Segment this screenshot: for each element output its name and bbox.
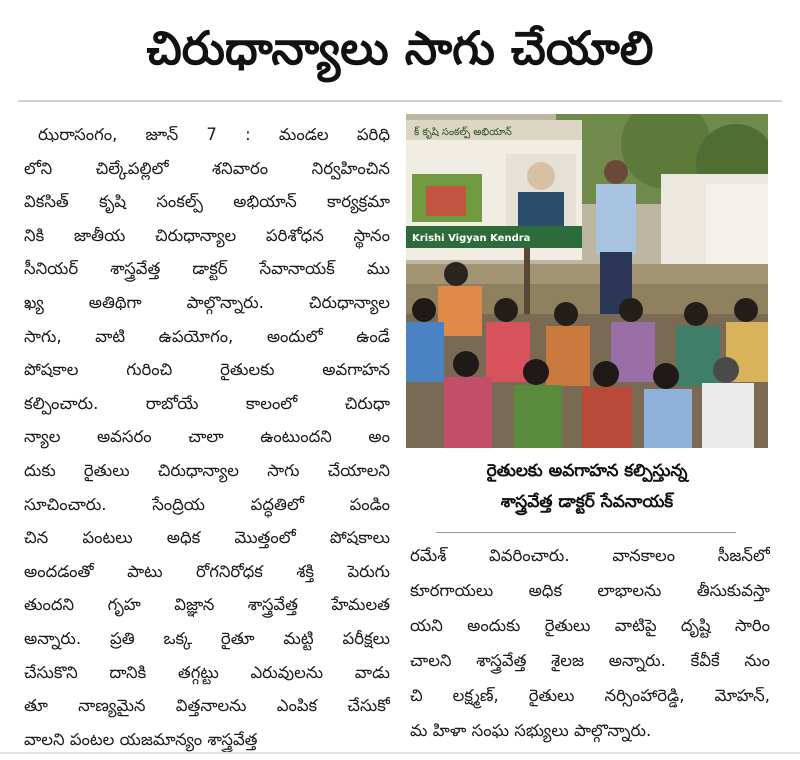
article-line: మ హిళా సంఘ సభ్యులు పాల్గొన్నారు.	[410, 721, 652, 740]
article-line: సూచించారు. సేంద్రియ పద్ధతిలో పండిం	[24, 494, 390, 514]
photo-caption	[406, 456, 768, 518]
article-line: దుకు రైతులు చిరుధాన్యాల సాగు చేయాలని	[24, 460, 390, 480]
article-line: చేసుకొని దానికి తగ్గట్టు ఎరువులను వాడు	[24, 662, 390, 682]
article-line: వికసిత్ కృషి సంకల్ప్ అభియాన్ కార్యక్రమా	[24, 192, 390, 212]
banner-top-text: క్ కృషి సంకల్ప్ అభియాన్	[414, 127, 512, 138]
article-line: నికి జాతీయ చిరుధాన్యాల పరిశోధన స్థానం	[24, 225, 390, 245]
article-line: చిన పంటలు అధిక మొత్తంలో పోషకాలు	[24, 528, 390, 548]
photo-illustration	[406, 114, 768, 448]
banner-label: Krishi Vigyan Kendra	[412, 233, 531, 244]
caption-line-2: శాస్త్రవేత్త డాక్టర్ సేవనాయక్	[500, 492, 674, 512]
headline-divider	[18, 100, 782, 102]
article-line: పోషకాల గురించి రైతులకు అవగాహన	[24, 360, 390, 380]
right-column	[410, 538, 770, 748]
article-line: సాగు, వాటి ఉపయోగం, అందులో ఉండే	[24, 326, 390, 346]
left-column	[24, 118, 390, 756]
caption-line-1: రైతులకు అవగాహన కల్పిస్తున్న	[486, 461, 688, 481]
article-line: అన్నారు. ప్రతి ఒక్క రైతూ మట్టి పరీక్షలు	[24, 628, 390, 648]
article-line: న్యాల అవసరం చాలా ఉంటుందని అం	[24, 427, 390, 447]
article-line: ఖ్య అతిథిగా పాల్గొన్నారు. చిరుధాన్యాల	[24, 292, 390, 312]
article-line: తుందని గృహ విజ్ఞాన శాస్త్రవేత్త హేమలత	[24, 595, 390, 615]
article-line: తూ నాణ్యమైన విత్తనాలను ఎంపిక చేసుకో	[24, 696, 390, 716]
caption-divider	[436, 532, 736, 533]
article-line: సీనియర్ శాస్త్రవేత్త డాక్టర్ సేవానాయక్ ము	[24, 259, 390, 279]
article-line: చాలని శాస్త్రవేత్త శైలజ అన్నారు. కేవీకే నుం	[410, 651, 770, 670]
article-line: రమేశ్ వివరించారు. వానకాలం సీజన్‌లో	[410, 546, 770, 565]
article-line: అందడంతో పాటు రోగనిరోధక శక్తి పెరుగు	[24, 561, 390, 581]
article-line: చి లక్ష్మణ్, రైతులు నర్సింహారెడ్డి, మోహన్,	[410, 686, 770, 705]
bottom-divider	[0, 752, 800, 754]
article-line: ఝరాసంగం, జూన్ 7 : మండల పరిధి	[38, 125, 390, 144]
article-line: కల్పించారు. రాబోయే కాలంలో చిరుధా	[24, 393, 390, 413]
article-line: యని అందుకు రైతులు వాటిపై దృష్టి సారిం	[410, 616, 770, 635]
article-line: వాలని పంటల యజమాన్యం శాస్త్రవేత్త	[24, 729, 258, 749]
headline: చిరుధాన్యాలు సాగు చేయాలి	[146, 21, 654, 75]
news-photo	[406, 114, 768, 448]
article-line: లోని చిల్కేపల్లిలో శనివారం నిర్వహించిన	[24, 158, 390, 178]
article-line: కూరగాయలు అధిక లాభాలను తీసుకువస్తా	[410, 581, 770, 600]
